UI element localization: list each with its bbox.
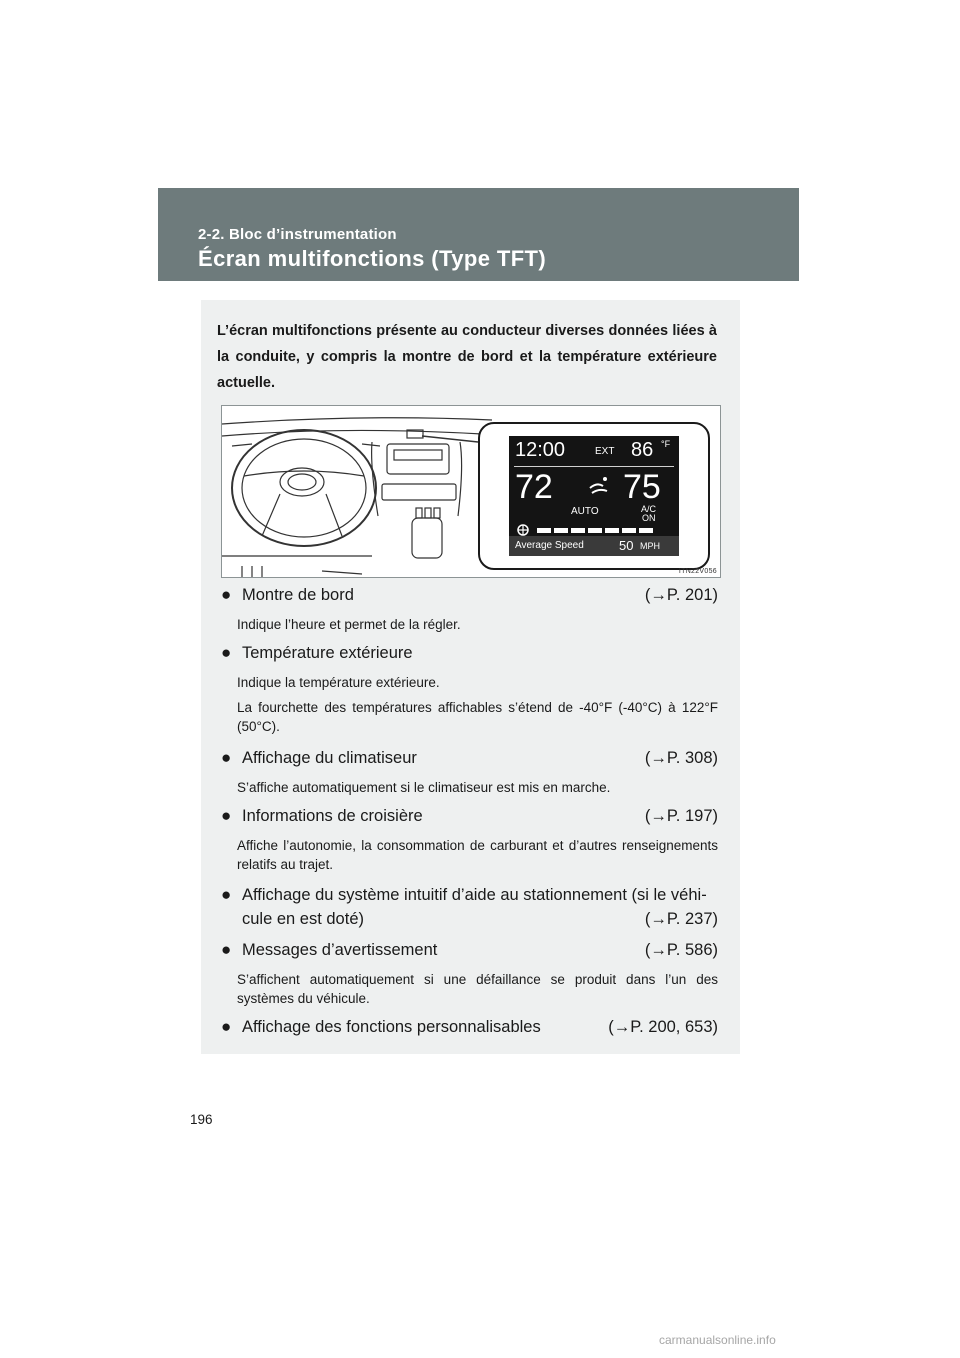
page-reference[interactable]: (→P. 197)	[644, 807, 718, 825]
item-description: Indique l’heure et permet de la régler.	[237, 617, 461, 632]
item-label: Informations de croisière	[242, 807, 423, 825]
page-reference[interactable]: (→P. 586)	[644, 941, 718, 959]
item-label: Température extérieure	[242, 644, 413, 662]
item-clock	[221, 584, 718, 634]
page-reference[interactable]: (→P. 308)	[644, 749, 718, 767]
item-description: S’affichent automatiquement si une défaillance se produit dans l’un des systèmes du véhicule.	[237, 972, 718, 1006]
bullet-icon: ●	[221, 1017, 232, 1036]
page-number: 196	[190, 1112, 213, 1127]
page-reference[interactable]: (→P. 200, 653)	[608, 1018, 718, 1036]
item-description: La fourchette des températures affichables s’étend de -40°F (-40°C) à 122°F (50°C).	[237, 700, 718, 734]
ac-label: A/C	[641, 504, 657, 514]
page-reference[interactable]: (→P. 201)	[644, 586, 718, 604]
section-label: 2-2. Bloc d’instrumentation	[198, 226, 397, 243]
item-heading	[221, 1016, 718, 1038]
item-heading	[221, 883, 718, 931]
item-description: Indique la température extérieure.	[237, 675, 440, 690]
item-parking-assist	[221, 883, 718, 931]
figure-code: ITN22V056	[678, 568, 717, 575]
item-label: Affichage du système intuitif d’aide au stationnement (si le véhi-	[242, 886, 707, 904]
bullet-icon: ●	[221, 748, 232, 767]
item-heading	[221, 805, 718, 827]
watermark[interactable]: carmanualsonline.info	[659, 1333, 776, 1347]
item-label: Affichage du climatiseur	[242, 749, 417, 767]
display-divider	[514, 466, 674, 467]
item-cruise-info	[221, 805, 718, 874]
bullet-icon: ●	[221, 885, 232, 904]
item-heading	[221, 584, 718, 606]
section-header	[158, 188, 799, 281]
intro-text: L’écran multifonctions présente au conducteur diverses données liées à la conduite, y compris la montre de bord et la température extérieure actuelle.	[217, 323, 717, 391]
item-warning-messages	[221, 939, 718, 1008]
item-heading	[221, 939, 718, 961]
item-description: Affiche l’autonomie, la consommation de carburant et d’autres renseignements relatifs au trajet.	[237, 838, 718, 872]
average-speed-unit: MPH	[640, 541, 660, 551]
tft-screen	[509, 436, 679, 556]
average-speed-value: 50	[619, 538, 634, 553]
display-callout	[478, 422, 710, 570]
ext-temp-value: 86	[631, 439, 654, 461]
driver-temp-value: 72	[515, 468, 553, 506]
content-panel	[201, 300, 740, 1054]
item-climate-display	[221, 747, 718, 797]
passenger-temp-value: 75	[623, 468, 661, 506]
item-label: Messages d’avertissement	[242, 941, 438, 959]
ext-temp-unit: °F	[661, 439, 671, 449]
instrument-illustration	[221, 405, 721, 578]
clock-value: 12:00	[515, 439, 566, 461]
airflow-mode-icon	[587, 474, 611, 498]
bullet-icon: ●	[221, 585, 232, 604]
ext-label: EXT	[595, 446, 615, 457]
fan-speed-icon	[517, 524, 667, 536]
auto-label: AUTO	[571, 506, 599, 517]
page-title: Écran multifonctions (Type TFT)	[198, 246, 547, 271]
average-speed-label: Average Speed	[515, 540, 584, 551]
item-heading	[221, 747, 718, 769]
item-outside-temperature	[221, 642, 718, 736]
bullet-icon: ●	[221, 940, 232, 959]
bullet-icon: ●	[221, 643, 232, 662]
page-reference[interactable]: (→P. 237)	[644, 910, 718, 928]
ac-state: ON	[642, 513, 656, 523]
item-custom-functions	[221, 1016, 718, 1038]
item-label: Montre de bord	[242, 586, 354, 604]
item-label: Affichage des fonctions personnalisables	[242, 1018, 541, 1036]
bullet-icon: ●	[221, 806, 232, 825]
item-heading	[221, 642, 718, 664]
item-description: S’affiche automatiquement si le climatiseur est mis en marche.	[237, 780, 611, 795]
item-label: cule en est doté)	[242, 910, 364, 928]
